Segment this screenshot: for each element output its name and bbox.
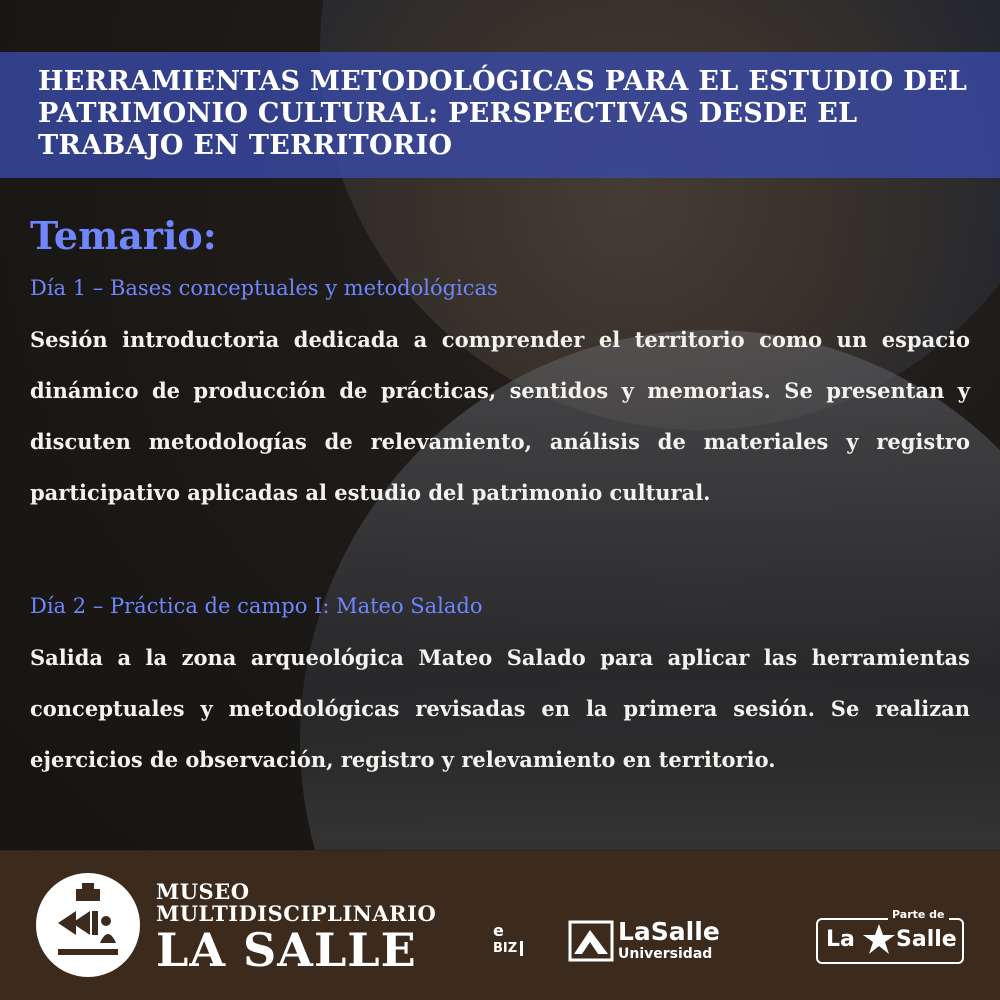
lasalle-mark-icon bbox=[568, 920, 614, 962]
museum-logo-icon bbox=[36, 873, 140, 977]
lasalle-universidad-name: LaSalle bbox=[618, 917, 720, 946]
parte-de-la: La bbox=[826, 927, 855, 952]
day-1-text: Sesión introductoria dedicada a comprender el territorio como un espacio dinámico de producción de prácticas, sentidos y memorias. Se presentan y discuten metodologías de relevamiento, análisis de materiales y registro participativo aplicadas al estudio del patrimonio cultural. bbox=[30, 327, 970, 505]
day-2-section bbox=[30, 592, 970, 785]
ebiz-logo bbox=[493, 919, 533, 961]
star-icon bbox=[862, 922, 896, 956]
museum-name-line1: MUSEO bbox=[156, 879, 250, 904]
parte-de-label: Parte de bbox=[888, 908, 949, 921]
lasalle-universidad-sub: Universidad bbox=[618, 946, 713, 962]
museum-name-line3: LA SALLE bbox=[156, 923, 417, 977]
ebiz-logo-biz: BIZ bbox=[493, 941, 523, 956]
parte-de-lasalle-logo bbox=[816, 908, 964, 964]
page-title: HERRAMIENTAS METODOLÓGICAS PARA EL ESTUDIO DEL PATRIMONIO CULTURAL: PERSPECTIVAS DESDE EL TRABAJO EN TERRITORIO bbox=[38, 66, 968, 161]
museum-logo-graphic bbox=[36, 873, 140, 977]
day-2-text: Salida a la zona arqueológica Mateo Salado para aplicar las herramientas conceptuales y metodológicas revisadas en la primera sesión. Se realizan ejercicios de observación, registro y relevamiento en territorio. bbox=[30, 645, 970, 772]
parte-de-salle: Salle bbox=[896, 927, 957, 952]
day-2-title: Día 2 – Práctica de campo I: Mateo Salado bbox=[30, 594, 483, 618]
day-1-title: Día 1 – Bases conceptuales y metodológicas bbox=[30, 276, 498, 300]
museum-name bbox=[156, 881, 436, 975]
temario-section bbox=[30, 212, 970, 518]
ebiz-logo-e: e bbox=[493, 921, 504, 940]
temario-heading: Temario: bbox=[30, 213, 217, 258]
museum-name-line2: MULTIDISCIPLINARIO bbox=[156, 901, 437, 926]
